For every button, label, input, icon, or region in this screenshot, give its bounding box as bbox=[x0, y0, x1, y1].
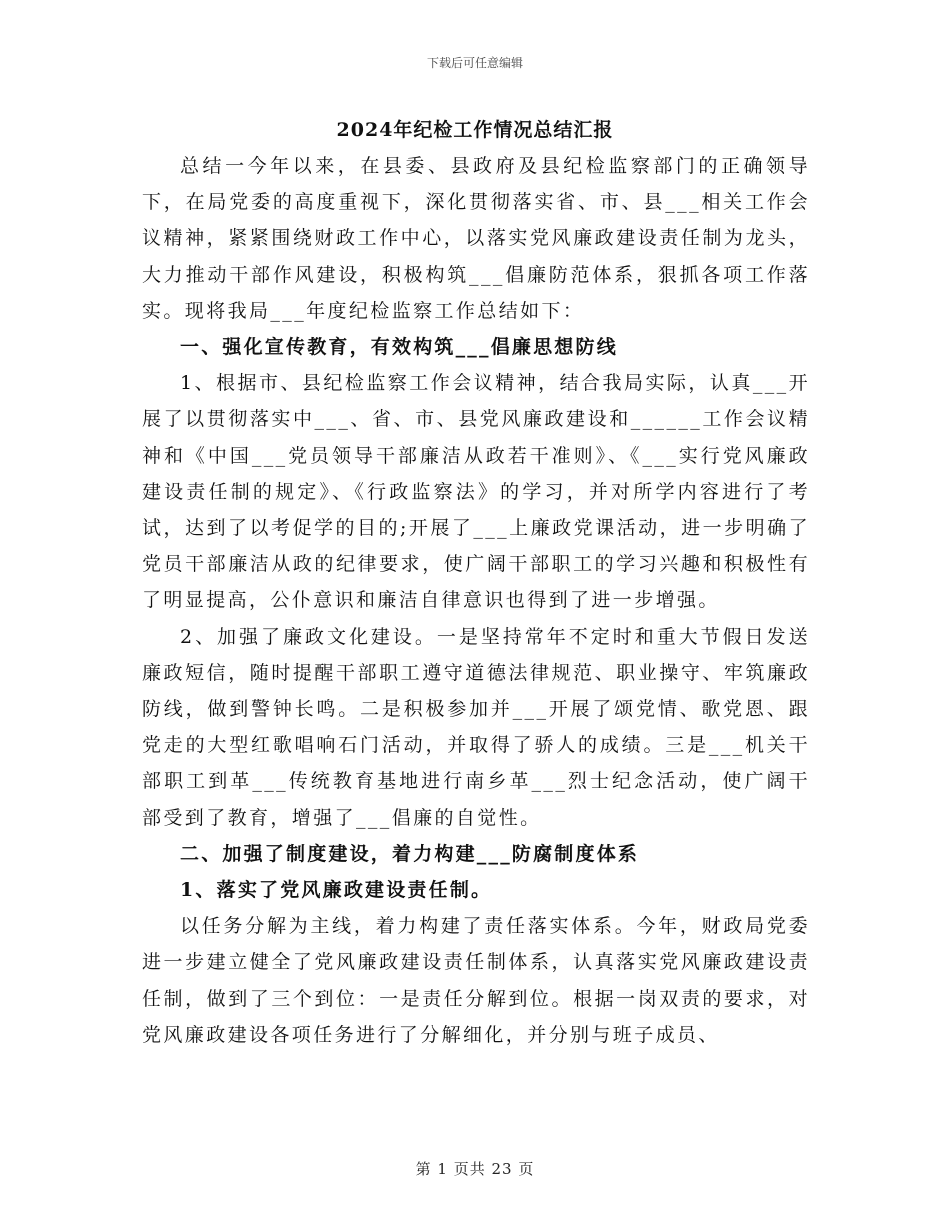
document-title: 2024年纪检工作情况总结汇报 bbox=[336, 119, 614, 141]
section-1-paragraph-2: 2、加强了廉政文化建设。一是坚持常年不定时和重大节假日发送廉政短信，随时提醒干部职工遵守道德法律规范、职业操守、牢筑廉政防线，做到警钟长鸣。二是积极参加并___开展了颂党情、歌党恩、跟党走的大型红歌唱响石门活动，并取得了骄人的成绩。三是___机关干部职工到革___传统教育基地进行南乡革___烈士纪念活动，使广阔干部受到了教育，增强了___倡廉的自觉性。 bbox=[142, 625, 810, 829]
document-body bbox=[142, 148, 810, 1053]
header-note: 下载后可任意编辑 bbox=[426, 56, 523, 70]
section-2-paragraph-1: 以任务分解为主线，着力构建了责任落实体系。今年，财政局党委进一步建立健全了党风廉政建设责任制体系，认真落实党风廉政建设责任制，做到了三个到位：一是责任分解到位。根据一岗双责的要求，对党风廉政建设各项任务进行了分解细化，并分别与班子成员、 bbox=[142, 915, 810, 1046]
section-1-paragraph-1: 1、根据市、县纪检监察工作会议精神，结合我局实际，认真___开展了以贯彻落实中___、省、市、县党风廉政建设和______工作会议精神和《中国___党员领导干部廉洁从政若干准则》、《___实行党风廉政建设责任制的规定》、《行政监察法》的学习，并对所学内容进行了考试，达到了以考促学的目的;开展了___上廉政党课活动，进一步明确了党员干部廉洁从政的纪律要求，使广阔干部职工的学习兴趣和积极性有了明显提高，公仆意识和廉洁自律意识也得到了进一步增强。 bbox=[142, 372, 810, 612]
section-2-heading: 二、加强了制度建设，着力构建___防腐制度体系 bbox=[180, 842, 640, 865]
page-footer: 第 1 页共 23 页 bbox=[415, 1160, 535, 1178]
section-2-subheading-1: 1、落实了党风廉政建设责任制。 bbox=[180, 879, 493, 902]
section-1-heading: 一、强化宣传教育，有效构筑___倡廉思想防线 bbox=[180, 336, 618, 359]
intro-paragraph: 总结一今年以来，在县委、县政府及县纪检监察部门的正确领导下，在局党委的高度重视下，深化贯彻落实省、市、县___相关工作会议精神，紧紧围绕财政工作中心，以落实党风廉政建设责任制为龙头，大力推动干部作风建设，积极构筑___倡廉防范体系，狠抓各项工作落实。现将我局___年度纪检监察工作总结如下： bbox=[142, 155, 810, 322]
